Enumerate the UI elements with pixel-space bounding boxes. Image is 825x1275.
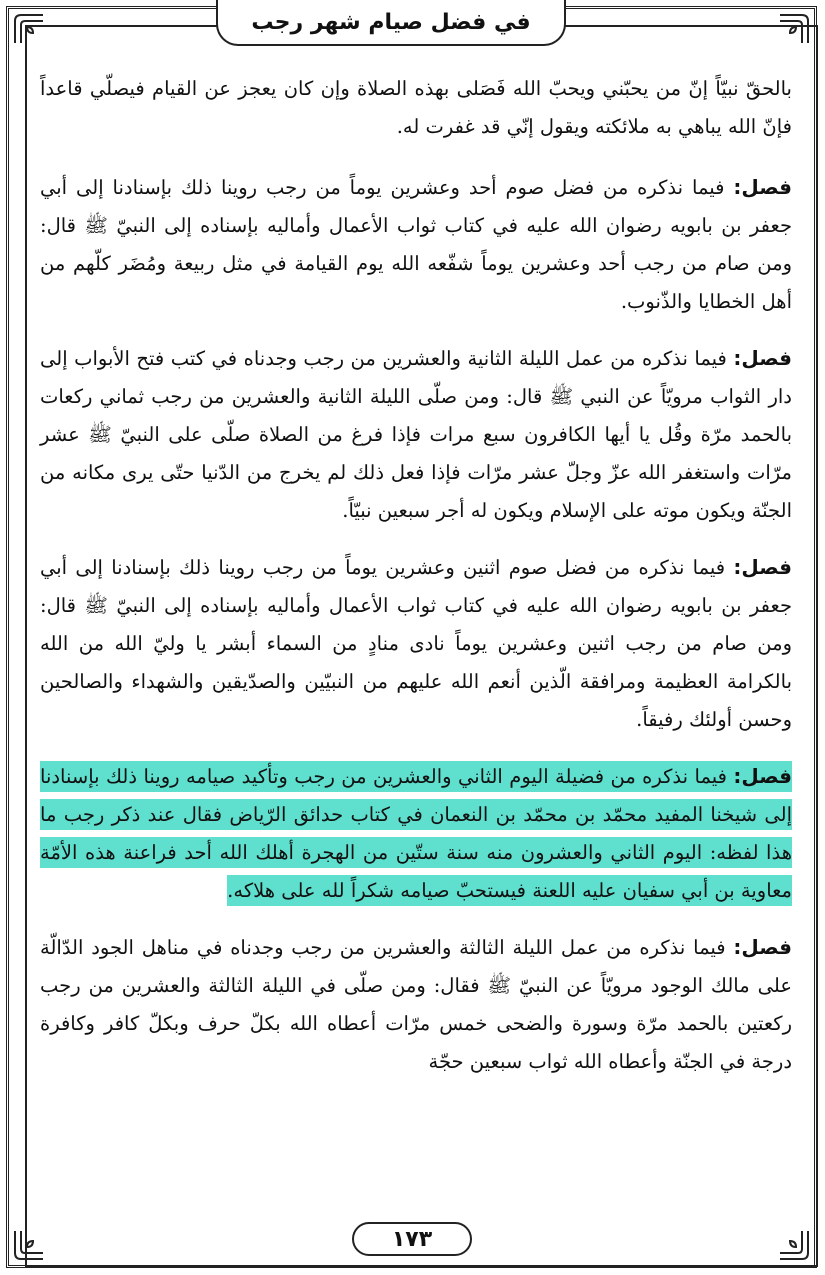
section-label: فصل:	[733, 175, 792, 199]
page-body	[40, 70, 792, 1099]
page-number: ١٧٣	[391, 1226, 433, 1252]
paragraph-text: فيما نذكره من فضيلة اليوم الثاني والعشرين من رجب وتأكيد صيامه روينا ذلك بإسنادنا إلى شيخنا المفيد محمّد بن محمّد بن النعمان في كتاب حدائق الرّياض فقال عند ذكر رجب ما هذا لفظه: اليوم الثاني والعشرون منه سنة ستّين من الهجرة أهلك الله أحد فراعنة هذه الأمّة معاوية بن أبي سفيان عليه اللعنة فيستحبّ صيامه شكراً لله على هلاكه.	[40, 765, 792, 902]
corner-ornament-icon	[778, 13, 810, 45]
section-label: فصل:	[733, 346, 792, 370]
text-highlight	[40, 761, 792, 906]
paragraph	[40, 70, 792, 146]
section-label: فصل:	[733, 555, 792, 579]
section-label: فصل:	[733, 935, 792, 959]
corner-ornament-icon	[13, 1229, 45, 1261]
running-header	[216, 0, 566, 46]
page-number-badge	[352, 1222, 472, 1256]
paragraph-text: فيما نذكره من فضل صوم أحد وعشرين يوماً من رجب روينا ذلك بإسنادنا إلى أبي جعفر بن بابويه رضوان الله عليه في كتاب ثواب الأعمال وأماليه بإسناده إلى النبيّ ﷺ قال: ومن صام من رجب أحد وعشرين يوماً شفّعه الله يوم القيامة في مثل ربيعة ومُضَر كلّهم من أهل الخطايا والذّنوب.	[40, 176, 792, 313]
section-label: فصل:	[733, 764, 793, 788]
paragraph-text: فيما نذكره من عمل الليلة الثانية والعشرين من رجب وجدناه في كتب فتح الأبواب إلى دار الثواب مرويّاً عن النبي ﷺ قال: ومن صلّى الليلة الثانية والعشرين من رجب ثماني ركعات بالحمد مرّة وقُل يا أيها الكافرون سبع مرات فإذا فرغ من الصلاة صلّى على النبيّ ﷺ عشر مرّات واستغفر الله عزّ وجلّ عشر مرّات فإذا فعل ذلك لم يخرج من الدّنيا حتّى يرى مكانه من الجنّة ويكون موته على الإسلام ويكون له أجر سبعين نبيّاً.	[40, 347, 792, 522]
highlighted-paragraph	[40, 757, 792, 910]
corner-ornament-icon	[778, 1229, 810, 1261]
paragraph	[40, 548, 792, 739]
page-title: في فضل صيام شهر رجب	[251, 9, 531, 35]
paragraph	[40, 339, 792, 530]
corner-ornament-icon	[13, 13, 45, 45]
paragraph	[40, 168, 792, 321]
paragraph-text: فيما نذكره من فضل صوم اثنين وعشرين يوماً من رجب روينا ذلك بإسنادنا إلى أبي جعفر بن بابويه رضوان الله عليه في كتاب ثواب الأعمال وأماليه بإسناده إلى النبيّ ﷺ قال: ومن صام من رجب اثنين وعشرين يوماً نادى منادٍ من السماء أبشر يا وليّ الله من الله بالكرامة العظيمة ومرافقة الّذين أنعم الله عليهم من النبيّين والصدّيقين والشهداء والصالحين وحسن أولئك رفيقاً.	[40, 556, 792, 731]
paragraph	[40, 928, 792, 1081]
paragraph-text: بالحقّ نبيّاً إنّ من يحبّني ويحبّ الله فَصَلى بهذه الصلاة وإن كان يعجز عن القيام فيصلّي قاعداً فإنّ الله يباهي به ملائكته ويقول إنّي قد غفرت له.	[40, 77, 792, 138]
paragraph-text: فيما نذكره من عمل الليلة الثالثة والعشرين من رجب وجدناه في مناهل الجود الدّالّة على مالك الوجود مرويّاً عن النبيّ ﷺ فقال: ومن صلّى في الليلة الثالثة والعشرين من رجب ركعتين بالحمد مرّة وسورة والضحى خمس مرّات أعطاه الله بكلّ حرف وبكلّ كافر وكافرة درجة في الجنّة وأعطاه الله ثواب سبعين حجّة	[40, 936, 792, 1073]
